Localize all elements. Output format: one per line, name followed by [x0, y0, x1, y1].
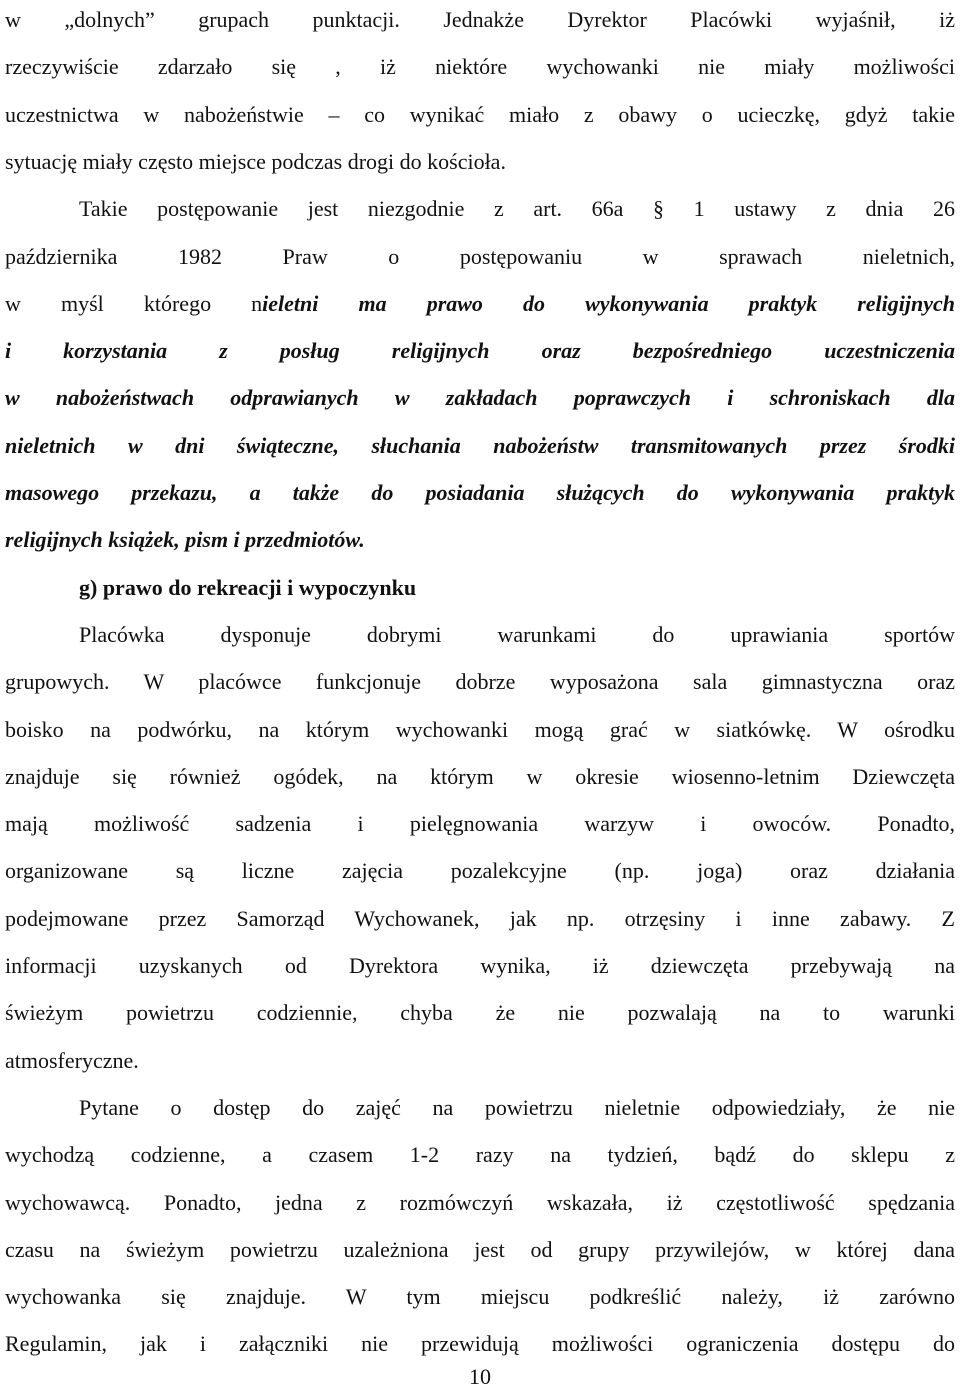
text-segment: znajduje się również ogódek, na którym w okresie wiosenno-letnim Dziewczęta [5, 763, 955, 789]
text-segment: Placówka dysponuje dobrymi warunkami do uprawiania sportów [79, 621, 955, 647]
text-line [79, 615, 955, 655]
text-segment: Regulamin, jak i załączniki nie przewidują możliwości ograniczenia dostępu do [5, 1331, 955, 1357]
text-line [5, 1277, 955, 1317]
text-line [5, 899, 955, 939]
text-line [79, 1088, 955, 1128]
text-segment: świeżym powietrzu codziennie, chyba że nie pozwalają na to warunki [5, 1000, 955, 1026]
text-line [5, 473, 955, 513]
text-segment: wychowanka się znajduje. W tym miejscu podkreślić należy, iż zarówno [5, 1284, 955, 1310]
text-segment: atmosferyczne. [5, 1047, 139, 1073]
text-segment: informacji uzyskanych od Dyrektora wynika, iż dziewczęta przebywają na [5, 953, 955, 978]
text-line [79, 568, 955, 608]
text-line [5, 237, 955, 277]
text-segment: rzeczywiście zdarzało się , iż niektóre wychowanki nie miały możliwości [5, 54, 955, 80]
text-segment: Pytane o dostęp do zajęć na powietrzu nieletnie odpowiedziały, że nie [79, 1094, 955, 1120]
text-segment: masowego przekazu, a także do posiadania służących do wykonywania praktyk [5, 480, 955, 505]
text-segment: religijnych książek, pism i przedmiotów. [5, 527, 365, 553]
text-line [5, 1324, 955, 1364]
text-segment: podejmowane przez Samorząd Wychowanek, jak np. otrzęsiny i inne zabawy. Z [5, 905, 955, 931]
text-segment: i korzystania z posług religijnych oraz bezpośredniego uczestniczenia [5, 338, 955, 364]
text-segment: wychowawcą. Ponadto, jedna z rozmówczyń wskazała, iż częstotliwość spędzania [5, 1189, 955, 1215]
text-line [5, 1041, 955, 1081]
text-line [5, 851, 955, 891]
text-segment: grupowych. W placówce funkcjonuje dobrze wyposażona sala gimnastyczna oraz [5, 669, 955, 695]
text-segment: w nabożeństwach odprawianych w zakładach poprawczych i schroniskach dla [5, 385, 955, 411]
text-segment: sytuację miały często miejsce podczas drogi do kościoła. [5, 148, 506, 174]
text-line [5, 95, 955, 135]
text-segment: Takie postępowanie jest niezgodnie z art. 66a § 1 ustawy z dnia 26 [79, 196, 955, 222]
text-line [5, 284, 955, 324]
text-segment: ieletni ma prawo do wykonywania praktyk religijnych [262, 290, 955, 316]
text-line [5, 1183, 955, 1223]
page-number: 10 [469, 1364, 491, 1389]
text-segment: boisko na podwórku, na którym wychowanki mogą grać w siatkówkę. W ośrodku [5, 716, 955, 742]
text-line [5, 520, 955, 560]
text-line [5, 331, 955, 371]
text-line [5, 993, 955, 1033]
text-line [5, 0, 955, 40]
text-line [5, 378, 955, 418]
text-line [5, 710, 955, 750]
text-line [5, 142, 955, 182]
text-line [5, 662, 955, 702]
text-segment: czasu na świeżym powietrzu uzależniona jest od grupy przywilejów, w której dana [5, 1236, 955, 1262]
text-segment: mają możliwość sadzenia i pielęgnowania warzyw i owoców. Ponadto, [5, 811, 955, 837]
text-segment: organizowane są liczne zajęcia pozalekcyjne (np. joga) oraz działania [5, 858, 955, 884]
text-line [79, 189, 955, 229]
section-heading: g) prawo do rekreacji i wypoczynku [79, 574, 417, 600]
text-segment: wychodzą codzienne, a czasem 1-2 razy na tydzień, bądź do sklepu z [5, 1142, 955, 1168]
text-line [5, 1135, 955, 1175]
text-line [5, 1230, 955, 1270]
text-line [5, 946, 955, 986]
text-line [5, 757, 955, 797]
text-line [5, 804, 955, 844]
text-segment: października 1982 Praw o postępowaniu w sprawach nieletnich, [5, 243, 955, 269]
text-segment: nieletnich w dni świąteczne, słuchania nabożeństw transmitowanych przez środki [5, 432, 955, 458]
text-line [5, 47, 955, 87]
text-segment: w myśl którego n [5, 290, 263, 316]
text-line [5, 426, 955, 466]
text-segment: w „dolnych” grupach punktacji. Jednakże Dyrektor Placówki wyjaśnił, iż [5, 7, 955, 32]
text-segment: uczestnictwa w nabożeństwie – co wynikać miało z obawy o ucieczkę, gdyż takie [5, 101, 955, 127]
